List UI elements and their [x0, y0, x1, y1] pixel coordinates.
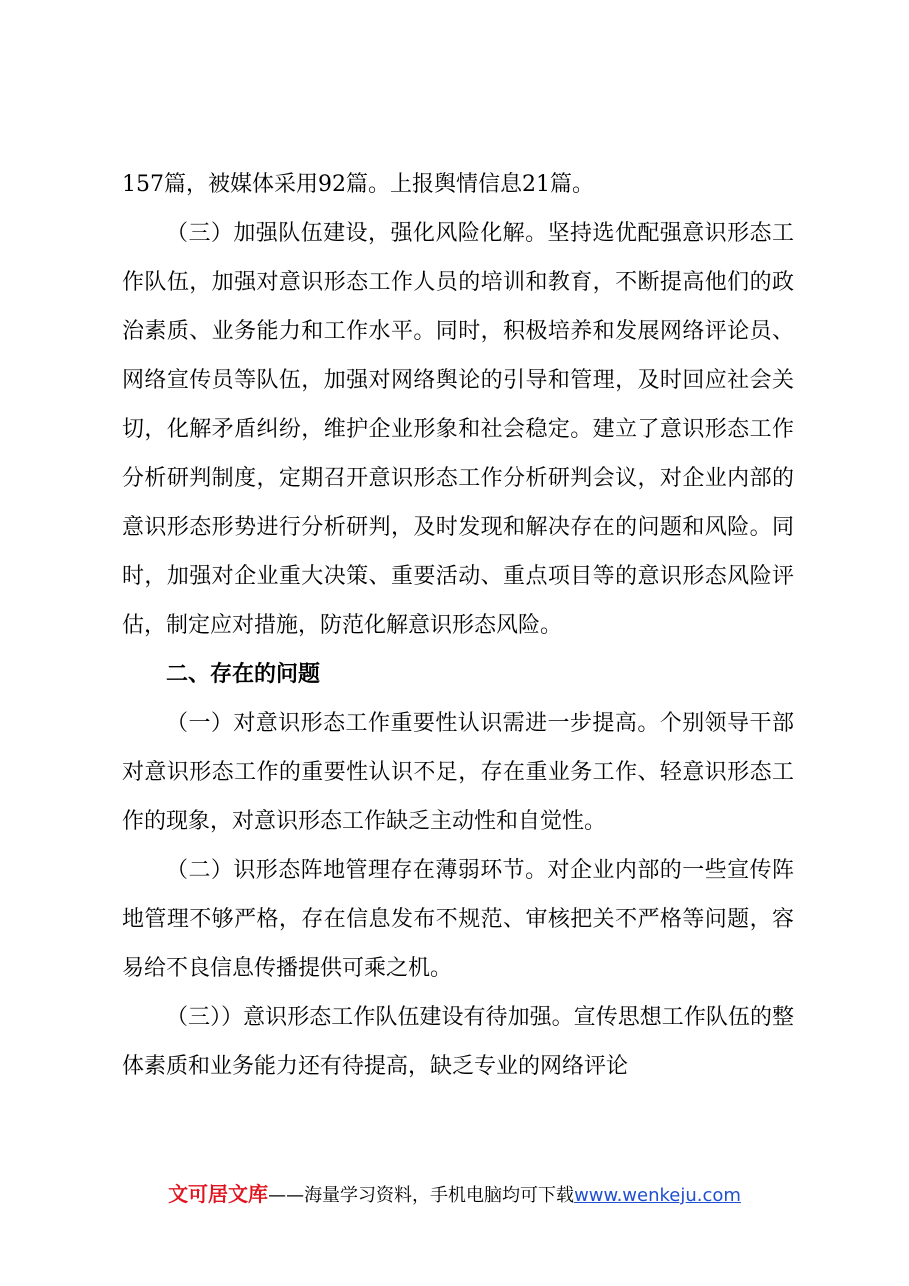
- footer-banner: [0, 1182, 909, 1208]
- footer-brand: 文可居文库: [168, 1182, 269, 1206]
- paragraph-problem-positions: （二）识形态阵地管理存在薄弱环节。对企业内部的一些宣传阵地管理不够严格，存在信息发布不规范、审核把关不严格等问题，容易给不良信息传播提供可乘之机。: [122, 858, 794, 981]
- paragraph-problem-awareness: （一）对意识形态工作重要性认识需进一步提高。个别领导干部对意识形态工作的重要性认识不足，存在重业务工作、轻意识形态工作的现象，对意识形态工作缺乏主动性和自觉性。: [122, 711, 794, 834]
- section-heading-problems: 二、存在的问题: [166, 662, 321, 687]
- paragraph-continuation: 157篇，被媒体采用92篇。上报舆情信息21篇。: [122, 172, 594, 197]
- paragraph-problem-team: （三））意识形态工作队伍建设有待加强。宣传思想工作队伍的整体素质和业务能力还有待提高，缺乏专业的网络评论: [122, 1005, 794, 1079]
- paragraph-strengthen-team: （三）加强队伍建设，强化风险化解。坚持选优配强意识形态工作队伍，加强对意识形态工作人员的培训和教育，不断提高他们的政治素质、业务能力和工作水平。同时，积极培养和发展网络评论员、网络宣传员等队伍，加强对网络舆论的引导和管理，及时回应社会关切，化解矛盾纠纷，维护企业形象和社会稳定。建立了意识形态工作分析研判制度，定期召开意识形态工作分析研判会议，对企业内部的意识形态形势进行分析研判，及时发现和解决存在的问题和风险。同时，加强对企业重大决策、重要活动、重点项目等的意识形态风险评估，制定应对措施，防范化解意识形态风险。: [122, 221, 794, 638]
- footer-url-link[interactable]: www.wenkeju.com: [574, 1185, 741, 1206]
- document-body: [122, 160, 794, 1091]
- footer-slogan: ——海量学习资料，手机电脑均可下载: [268, 1185, 575, 1206]
